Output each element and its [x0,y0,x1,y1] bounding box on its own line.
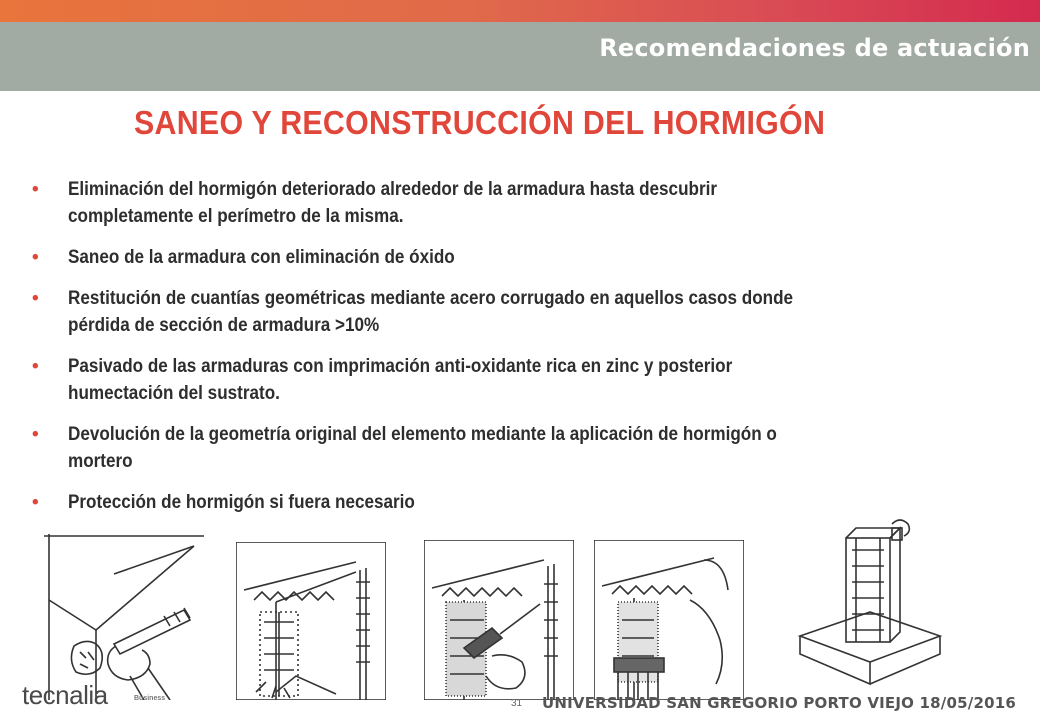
formwork-column-illustration-icon [780,516,950,700]
chipping-concrete-illustration-icon [44,534,214,700]
logo-text: tecnalia [22,680,108,710]
bullet-line: Restitución de cuantías geométricas mediante acero corrugado en aquellos casos donde [68,288,794,309]
company-logo [22,680,166,710]
patching-mortar-illustration-icon [594,540,744,700]
illustration-strip [0,530,1040,700]
bullet-line: mortero [68,451,133,472]
bullet-item [32,285,1012,339]
bullet-line: pérdida de sección de armadura >10% [68,315,380,336]
top-accent-strip [0,0,1040,22]
bullet-line: Saneo de la armadura con eliminación de óxido [68,247,455,268]
bullet-line: humectación del sustrato. [68,383,280,404]
bullet-dot-icon: • [32,179,39,200]
footer-event-text: UNIVERSIDAD SAN GREGORIO PORTO VIEJO 18/05/2016 [542,694,1016,712]
slide-title: SANEO Y RECONSTRUCCIÓN DEL HORMIGÓN [134,104,826,141]
logo-subtitle: Business [134,695,166,702]
bullet-line: Eliminación del hormigón deteriorado alrededor de la armadura hasta descubrir [68,179,718,200]
bullet-dot-icon: • [32,356,39,377]
bullet-dot-icon: • [32,288,39,309]
bullet-item [32,421,1012,475]
bullet-line: Pasivado de las armaduras con imprimación anti-oxidante rica en zinc y posterior [68,356,733,377]
bullet-item [32,244,1012,271]
bullet-item [32,353,1012,407]
bullet-item [32,489,1012,516]
bullet-line: Devolución de la geometría original del elemento mediante la aplicación de hormigón o [68,424,777,445]
bullet-dot-icon: • [32,424,39,445]
bullet-line: completamente el perímetro de la misma. [68,206,404,227]
bullet-list [32,176,1012,530]
cleaning-rebar-illustration-icon [236,542,386,700]
bullet-item [32,176,1012,230]
brushing-primer-illustration-icon [424,540,574,700]
section-title: Recomendaciones de actuación [599,34,1030,62]
page-number: 31 [511,698,523,709]
bullet-line: Protección de hormigón si fuera necesario [68,492,415,513]
bullet-dot-icon: • [32,492,39,513]
bullet-dot-icon: • [32,247,39,268]
